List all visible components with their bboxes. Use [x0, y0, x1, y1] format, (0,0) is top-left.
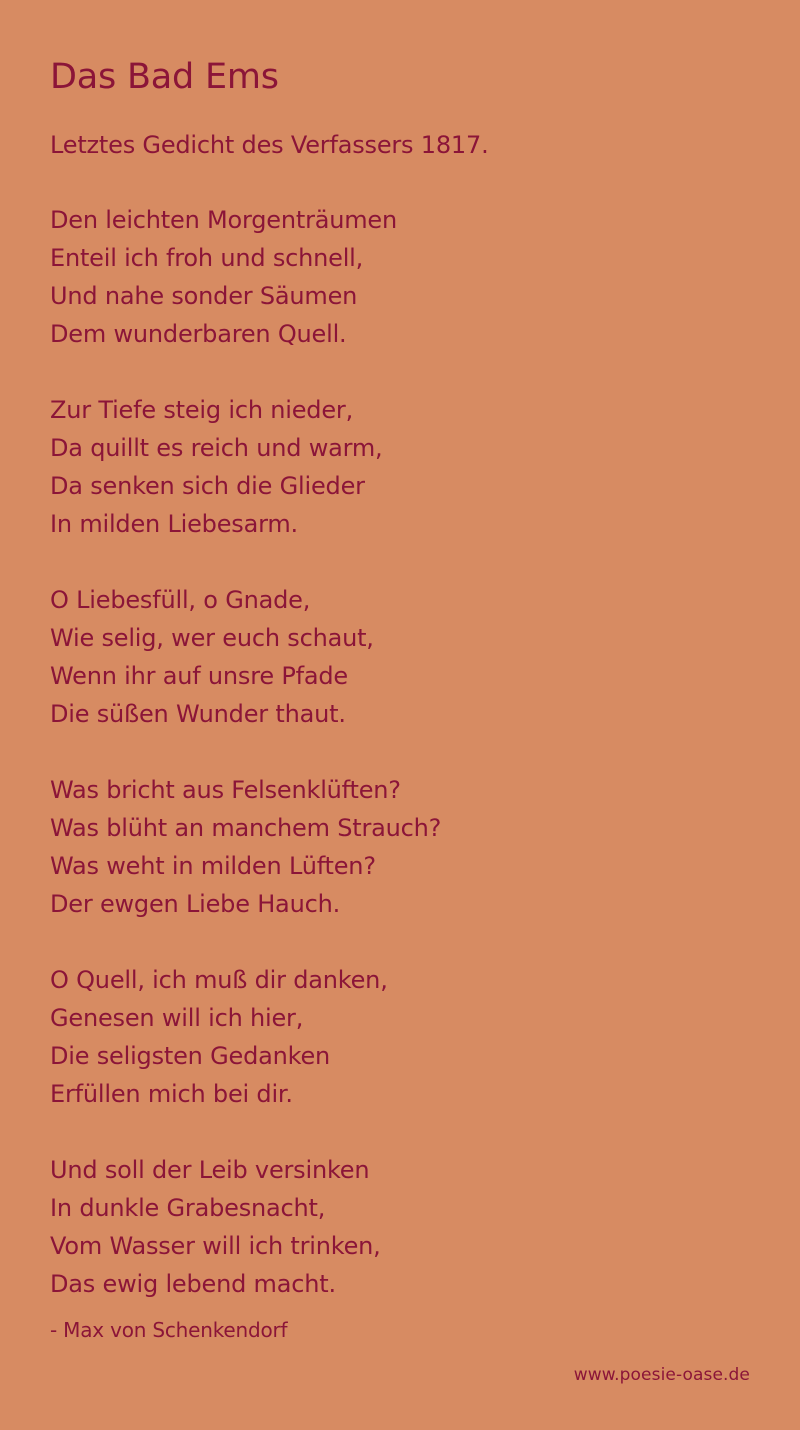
poem-line: O Liebesfüll, o Gnade, [50, 586, 311, 614]
poem-line: In dunkle Grabesnacht, [50, 1194, 326, 1222]
poem-line: Den leichten Morgenträumen [50, 206, 398, 234]
author-credit: - Max von Schenkendorf [50, 1318, 288, 1342]
poem-line: Wie selig, wer euch schaut, [50, 624, 374, 652]
poem-line: O Quell, ich muß dir danken, [50, 966, 388, 994]
poem-line: Erfüllen mich bei dir. [50, 1080, 293, 1108]
stanza [50, 201, 441, 353]
poem-line: Enteil ich froh und schnell, [50, 244, 364, 272]
poem-line: Das ewig lebend macht. [50, 1270, 336, 1298]
poem-line: Wenn ihr auf unsre Pfade [50, 662, 349, 690]
stanza [50, 391, 441, 543]
poem-line: In milden Liebesarm. [50, 510, 298, 538]
stanza [50, 961, 441, 1113]
poem-line: Vom Wasser will ich trinken, [50, 1232, 381, 1260]
stanza [50, 1151, 441, 1303]
poem-line: Die süßen Wunder thaut. [50, 700, 346, 728]
stanza [50, 771, 441, 923]
poem-line: Die seligsten Gedanken [50, 1042, 331, 1070]
poem-line: Da senken sich die Glieder [50, 472, 365, 500]
poem-line: Und nahe sonder Säumen [50, 282, 358, 310]
poem-body [50, 201, 441, 1341]
poem-line: Der ewgen Liebe Hauch. [50, 890, 341, 918]
poem-line: Da quillt es reich und warm, [50, 434, 383, 462]
poem-line: Genesen will ich hier, [50, 1004, 304, 1032]
poem-subtitle: Letztes Gedicht des Verfassers 1817. [50, 131, 489, 159]
poem-line: Dem wunderbaren Quell. [50, 320, 347, 348]
poem-line: Was blüht an manchem Strauch? [50, 814, 442, 842]
poem-line: Zur Tiefe steig ich nieder, [50, 396, 354, 424]
poem-line: Was bricht aus Felsenklüften? [50, 776, 401, 804]
poem-line: Was weht in milden Lüften? [50, 852, 376, 880]
website-url: www.poesie-oase.de [573, 1365, 750, 1385]
stanza [50, 581, 441, 733]
poem-line: Und soll der Leib versinken [50, 1156, 370, 1184]
poem-title: Das Bad Ems [50, 57, 279, 97]
